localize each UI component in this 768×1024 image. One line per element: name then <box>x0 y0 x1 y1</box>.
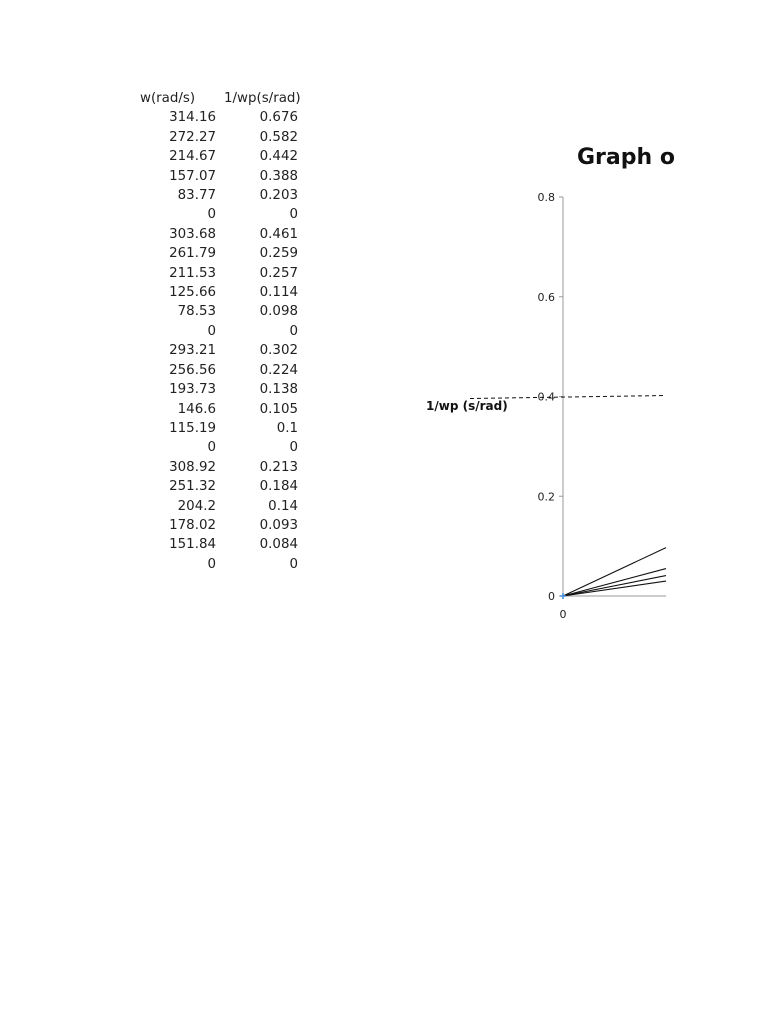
cell-w: 146.6 <box>177 401 216 417</box>
y-tick-label: 0.4 <box>537 390 555 404</box>
cell-inverse-wp: 0.098 <box>259 304 298 320</box>
cell-inverse-wp: 0.213 <box>259 459 298 475</box>
cell-w: 0 <box>207 556 216 572</box>
cell-w: 308.92 <box>169 459 216 475</box>
cell-w: 157.07 <box>169 168 216 184</box>
cell-w: 251.32 <box>169 479 216 495</box>
chart-title: Graph o <box>577 145 675 170</box>
cell-inverse-wp: 0.257 <box>259 265 298 281</box>
cell-w: 272.27 <box>169 129 216 145</box>
cell-w: 303.68 <box>169 226 216 242</box>
cell-w: 0 <box>207 323 216 339</box>
reference-line <box>470 396 666 399</box>
cell-inverse-wp: 0.14 <box>268 498 298 514</box>
cell-inverse-wp: 0.388 <box>259 168 298 184</box>
cell-inverse-wp: 0.302 <box>259 343 298 359</box>
cell-w: 0 <box>207 440 216 456</box>
cell-inverse-wp: 0 <box>289 323 298 339</box>
header-inverse-wp: 1/wp(s/rad) <box>224 91 301 106</box>
cell-inverse-wp: 0.084 <box>259 537 298 553</box>
cell-inverse-wp: 0.184 <box>259 479 298 495</box>
cell-w: 261.79 <box>169 246 216 262</box>
cell-w: 83.77 <box>177 188 216 204</box>
cell-w: 115.19 <box>169 420 216 436</box>
cell-w: 211.53 <box>169 265 216 281</box>
x-tick-label: 0 <box>559 608 567 621</box>
cell-inverse-wp: 0.203 <box>259 188 298 204</box>
cell-w: 0 <box>207 207 216 223</box>
y-axis-label: 1/wp (s/rad) <box>426 399 508 413</box>
cell-w: 204.2 <box>177 498 216 514</box>
cell-w: 125.66 <box>169 285 216 301</box>
origin-marker <box>560 593 566 599</box>
cell-inverse-wp: 0.138 <box>259 382 298 398</box>
cell-inverse-wp: 0.582 <box>259 129 298 145</box>
cell-w: 78.53 <box>177 304 216 320</box>
cell-inverse-wp: 0.105 <box>259 401 298 417</box>
header-w: w(rad/s) <box>140 91 196 106</box>
cell-inverse-wp: 0 <box>289 556 298 572</box>
y-tick-label: 0.8 <box>537 191 555 204</box>
cell-inverse-wp: 0.114 <box>259 285 298 301</box>
series-line-2 <box>563 569 666 596</box>
cell-inverse-wp: 0.461 <box>259 226 298 242</box>
cell-w: 151.84 <box>169 537 216 553</box>
cell-inverse-wp: 0.676 <box>259 110 298 126</box>
cell-w: 214.67 <box>169 149 216 165</box>
series-line-3 <box>563 576 666 596</box>
cell-inverse-wp: 0.093 <box>259 517 298 533</box>
cell-inverse-wp: 0 <box>289 440 298 456</box>
cell-inverse-wp: 0.259 <box>259 246 298 262</box>
cell-inverse-wp: 0 <box>289 207 298 223</box>
cell-w: 314.16 <box>169 110 216 126</box>
cell-inverse-wp: 0.442 <box>259 149 298 165</box>
y-tick-label: 0.2 <box>537 490 555 504</box>
cell-inverse-wp: 0.224 <box>259 362 298 378</box>
cell-inverse-wp: 0.1 <box>276 420 298 436</box>
cell-w: 293.21 <box>169 343 216 359</box>
y-tick-label: 0 <box>548 590 555 603</box>
cell-w: 193.73 <box>169 382 216 398</box>
cell-w: 178.02 <box>169 517 216 533</box>
cell-w: 256.56 <box>169 362 216 378</box>
y-tick-label: 0.6 <box>537 290 555 304</box>
